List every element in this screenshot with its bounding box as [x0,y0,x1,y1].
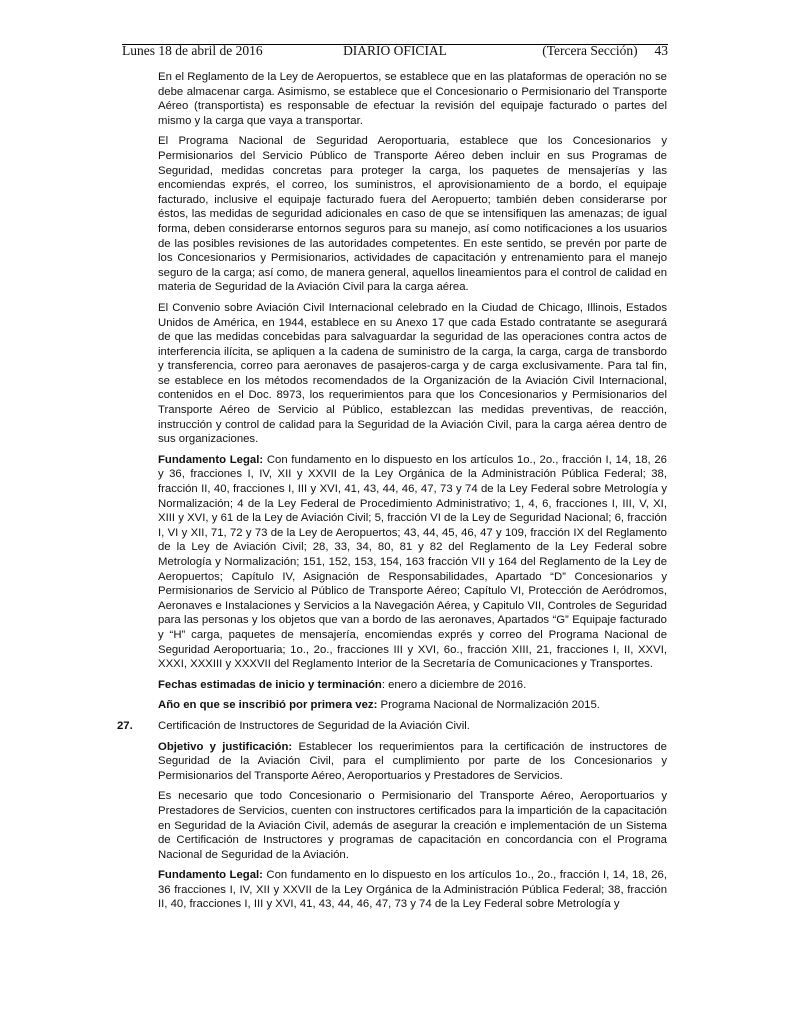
header-publication-title: DIARIO OFICIAL [343,43,447,58]
item-27-title [117,719,667,734]
paragraph-fundamento-legal [158,453,667,672]
header-section: (Tercera Sección) [542,43,638,58]
page-header [122,43,668,58]
anio-text: Programa Nacional de Normalización 2015. [377,699,600,712]
header-section-page [542,43,668,59]
paragraph-necesidad: Es necesario que todo Concesionario o Permisionario del Transporte Aéreo, Aeroportuarios y Prestadores de Servicios, cuenten con instructores certificados para la impartición de la capacitación en Seguridad de la Aviación Civil, además de asegurar la creación e implementación de un Sistema de Certificación de Instructores y programas de capacitación en concordancia con el Programa Nacional de Seguridad de la Aviación. [158,790,667,861]
fundamento-legal-label: Fundamento Legal: [158,453,264,466]
paragraph-anio-inscripcion [158,698,667,713]
paragraph-reglamento-aeropuertos: En el Reglamento de la Ley de Aeropuertos, se establece que en las plataformas de operación no se debe almacenar carga. Asimismo, se establece que el Concesionario o Permisionario del Transporte Aéreo (transportista) es responsable de efectuar la revisión del equipaje facturado o partes del mismo y la carga que vaya a transportar. [158,71,667,127]
document-body [117,70,668,918]
objetivo-label: Objetivo y justificación: [158,740,293,753]
paragraph-programa-nacional: El Programa Nacional de Seguridad Aeroportuaria, establece que los Concesionarios y Permisionarios del Servicio Público de Transporte Aéreo deben incluir en sus Programas de Seguridad, medidas concretas para proteger la carga, los paquetes de mensajerías y las encomiendas exprés, el correo, los suministros, el aprovisionamiento de a bordo, el equipaje facturado, inclusive el equipaje facturado fuera del Aeropuerto; también deben considerarse por éstos, las medidas de seguridad adicionales en caso de que se intensifiquen las amenazas; de igual forma, deben considerarse entornos seguros para su manejo, así como notificaciones a los usuarios de las posibles revisiones de las autoridades competentes. En este sentido, se prevén por parte de los Concesionarios y Permisionarios, actividades de capacitación y entrenamiento para el manejo seguro de la carga; así como, de manera general, aquellos lineamientos para el control de calidad en materia de Seguridad de la Aviación Civil para la carga aérea. [158,135,667,294]
header-date: Lunes 18 de abril de 2016 [122,43,263,58]
paragraph-fechas-estimadas [158,678,667,693]
fundamento-legal-27-text: Con fundamento en lo dispuesto en los artículos 1o., 2o., fracción I, 14, 18, 26, 36 fracciones I, IV, XII y XXVII de la Ley Orgánica de la Administración Pública Federal; 38, fracción II, 40, fracciones I, III y XVI, 41, 43, 44, 46, 47, 73 y 74 de la Ley Federal sobre Metrología y [158,869,668,911]
paragraph-fundamento-legal-27 [158,868,667,912]
item-number: 27. [117,719,133,732]
header-page-number: 43 [654,43,668,58]
fundamento-legal-text: Con fundamento en lo dispuesto en los artículos 1o., 2o., fracción I, 14, 18, 26 y 36, fracciones I, IV, XII y XXVII de la Ley Orgánica de la Administración Pública Federal; 38, fracción II, 40, fracciones I, III y XVI, 41, 43, 44, 46, 47, 73 y 74 de la Ley Federal sobre Metrología y Normalización; 4 de la Ley Federal de Procedimiento Administrativo; 1, 4, 6, fracciones I, III, V, XI, XIII y XVI, y 61 de la Ley de Aviación Civil; 5, fracción VI de la Ley de Seguridad Nacional; 6, fracción I, VI y XII, 71, 72 y 73 de la Ley de Aeropuertos; 43, 44, 45, 46, 47 y 109, fracción IX del Reglamento de la Ley de Aviación Civil; 28, 33, 34, 80, 81 y 82 del Reglamento de la Ley Federal sobre Metrología y Normalización; 151, 152, 153, 154, 163 fracción VII y 164 del Reglamento de la Ley de Aeropuertos; Capítulo IV, Asignación de Responsabilidades, Apartado “D” Concesionarios y Permisionarios de Servicio al Público de Transporte Aéreo; Capítulo VI, Protección de Aeródromos, Aeronaves e Instalaciones y Servicios a la Navegación Aérea, y Capitulo VII, Controles de Seguridad para las personas y los objetos que van a bordo de las aeronaves, Apartados “G” Equipaje facturado y “H” carga, paquetes de mensajería, encomiendas exprés y correo del Programa Nacional de Seguridad Aeroportuaria; 1o., 2o., fracciones III y XVI, 6o., fracción XIII, 21, fracciones I, II, XXVI, XXXI, XXXIII y XXXVII del Reglamento Interior de la Secretaría de Comunicaciones y Transportes. [158,453,667,671]
paragraph-convenio-chicago: El Convenio sobre Aviación Civil Internacional celebrado en la Ciudad de Chicago, Illinois, Estados Unidos de América, en 1944, establece en su Anexo 17 que cada Estado contratante se asegurará de que las medidas concebidas para salvaguardar la seguridad de las operaciones contra actos de interferencia ilícita, se apliquen a la cadena de suministro de la carga, la carga, carga de transbordo y transferencia, correo para aeronaves de pasajeros-carga y de carga exclusivamente. Para tal fin, se establece en los métodos recomendados de la Organización de la Aviación Civil Internacional, contenidos en el Doc. 8973, los requerimientos para que los Concesionarios y Permisionarios del Transporte Aéreo de Servicio al Público, establezcan las medidas preventivas, de reacción, instrucción y control de calidad para la Seguridad de la Aviación Civil, para la carga aérea dentro de sus organizaciones. [158,301,667,446]
item-title: Certificación de Instructores de Seguridad de la Aviación Civil. [158,719,470,732]
objetivo-text: Establecer los requerimientos para la certificación de instructores de Seguridad de la Aviación Civil, para el cumplimiento por parte de los Concesionarios y Permisionarios del Transporte Aéreo, Aeroportuarios y Prestadores de Servicios. [158,740,667,782]
fechas-label: Fechas estimadas de inicio y terminación [158,678,382,691]
fechas-text: : enero a diciembre de 2016. [381,678,527,691]
anio-label: Año en que se inscribió por primera vez: [158,699,378,712]
fundamento-legal-27-label: Fundamento Legal: [158,869,263,882]
paragraph-objetivo [158,740,667,784]
